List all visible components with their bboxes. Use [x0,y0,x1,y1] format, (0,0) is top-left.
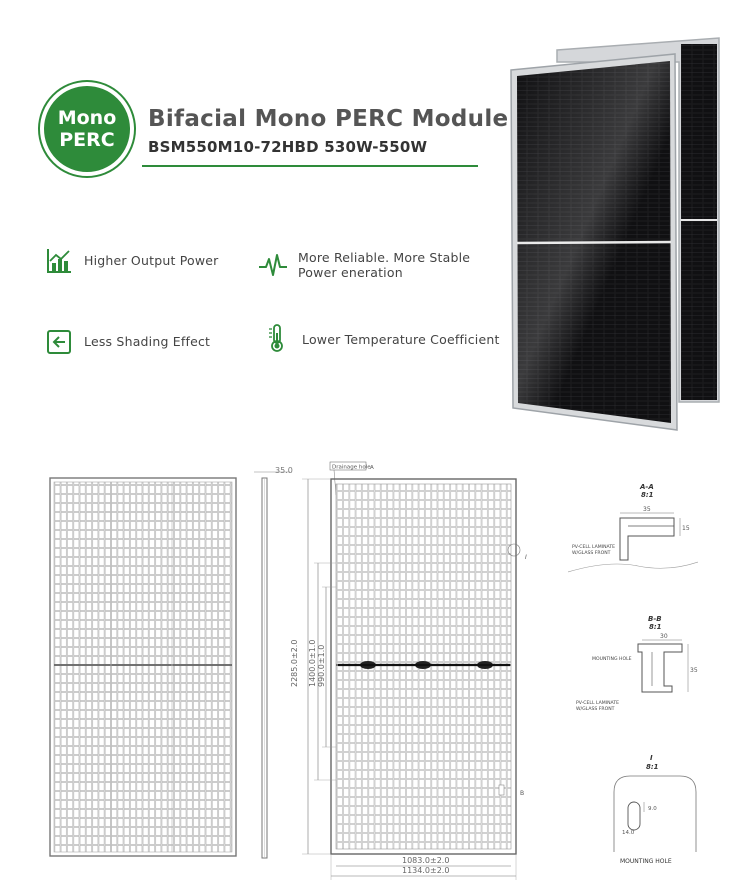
mono-perc-badge [40,82,134,176]
detail-i-dim-2: 14.0 [622,830,635,836]
section-aa-title: A-A [640,483,654,491]
front-view-drawing [48,476,238,858]
section-marker-a: A [370,465,374,471]
inner-width-dim-label: 1083.0±2.0 [402,856,450,865]
front-panel [511,54,677,430]
section-bb-label-1: PV-CELL LAMINATE [576,701,620,706]
feature-label: Less Shading Effect [84,334,211,349]
section-aa-label-2: W/GLASS FRONT [572,551,611,556]
section-aa-dim-w: 35 [643,506,651,513]
feature-label-line-1: More Reliable. More Stable [298,250,471,265]
mount-dim-2-label: 990.0±1.0 [317,644,326,687]
detail-i-dim-1: 9.0 [648,806,657,812]
section-aa-dim-h: 15 [682,525,690,532]
section-aa-scale: 8:1 [641,491,654,499]
feature-output-power [44,246,219,276]
solar-panel-image [505,32,725,432]
section-aa-label-1: PV-CELL LAMINATE [572,545,616,550]
detail-marker-i: I [525,554,527,561]
length-dim-label: 2285.0±2.0 [290,639,299,687]
section-bb-label-mount: MOUNTING HOLE [592,657,632,662]
thermometer-icon [262,323,292,353]
badge-line-1: Mono [57,107,117,129]
detail-i-label: MOUNTING HOLE [620,858,672,865]
feature-label-line-2: Power eneration [298,265,403,280]
drainage-hole-label: Drainage hole [332,464,371,471]
feature-label: Higher Output Power [84,253,219,268]
detail-i-scale: 8:1 [646,763,659,771]
feature-shading [44,327,210,357]
model-subtitle: BSM550M10-72HBD 530W-550W [148,138,428,156]
feature-reliability [258,250,470,280]
section-bb-label-2: W/GLASS FRONT [576,707,615,712]
feature-temperature [262,323,500,353]
bar-chart-icon [44,246,74,276]
section-bb-dim-h: 35 [690,667,698,674]
thickness-dim-label: 35.0 [275,466,293,475]
section-aa-drawing [568,480,698,580]
page-title: Bifacial Mono PERC Module [148,106,509,132]
section-bb-drawing [572,612,702,722]
detail-i-title: I [650,754,653,762]
detail-i-drawing [600,752,710,870]
section-bb-title: B-B [648,615,662,623]
heartbeat-icon [258,250,288,280]
rear-view-drawing [280,455,542,883]
width-dim-label: 1134.0±2.0 [402,866,450,875]
section-bb-dim-w: 30 [660,633,668,640]
feature-label: Lower Temperature Coefficient [302,332,500,347]
arrow-left-box-icon [44,327,74,357]
title-underline [142,165,478,167]
mount-dim-1-label: 1400.0±1.0 [308,639,317,687]
badge-line-2: PERC [59,129,115,151]
section-bb-scale: 8:1 [649,623,662,631]
section-marker-b: B [520,790,525,797]
